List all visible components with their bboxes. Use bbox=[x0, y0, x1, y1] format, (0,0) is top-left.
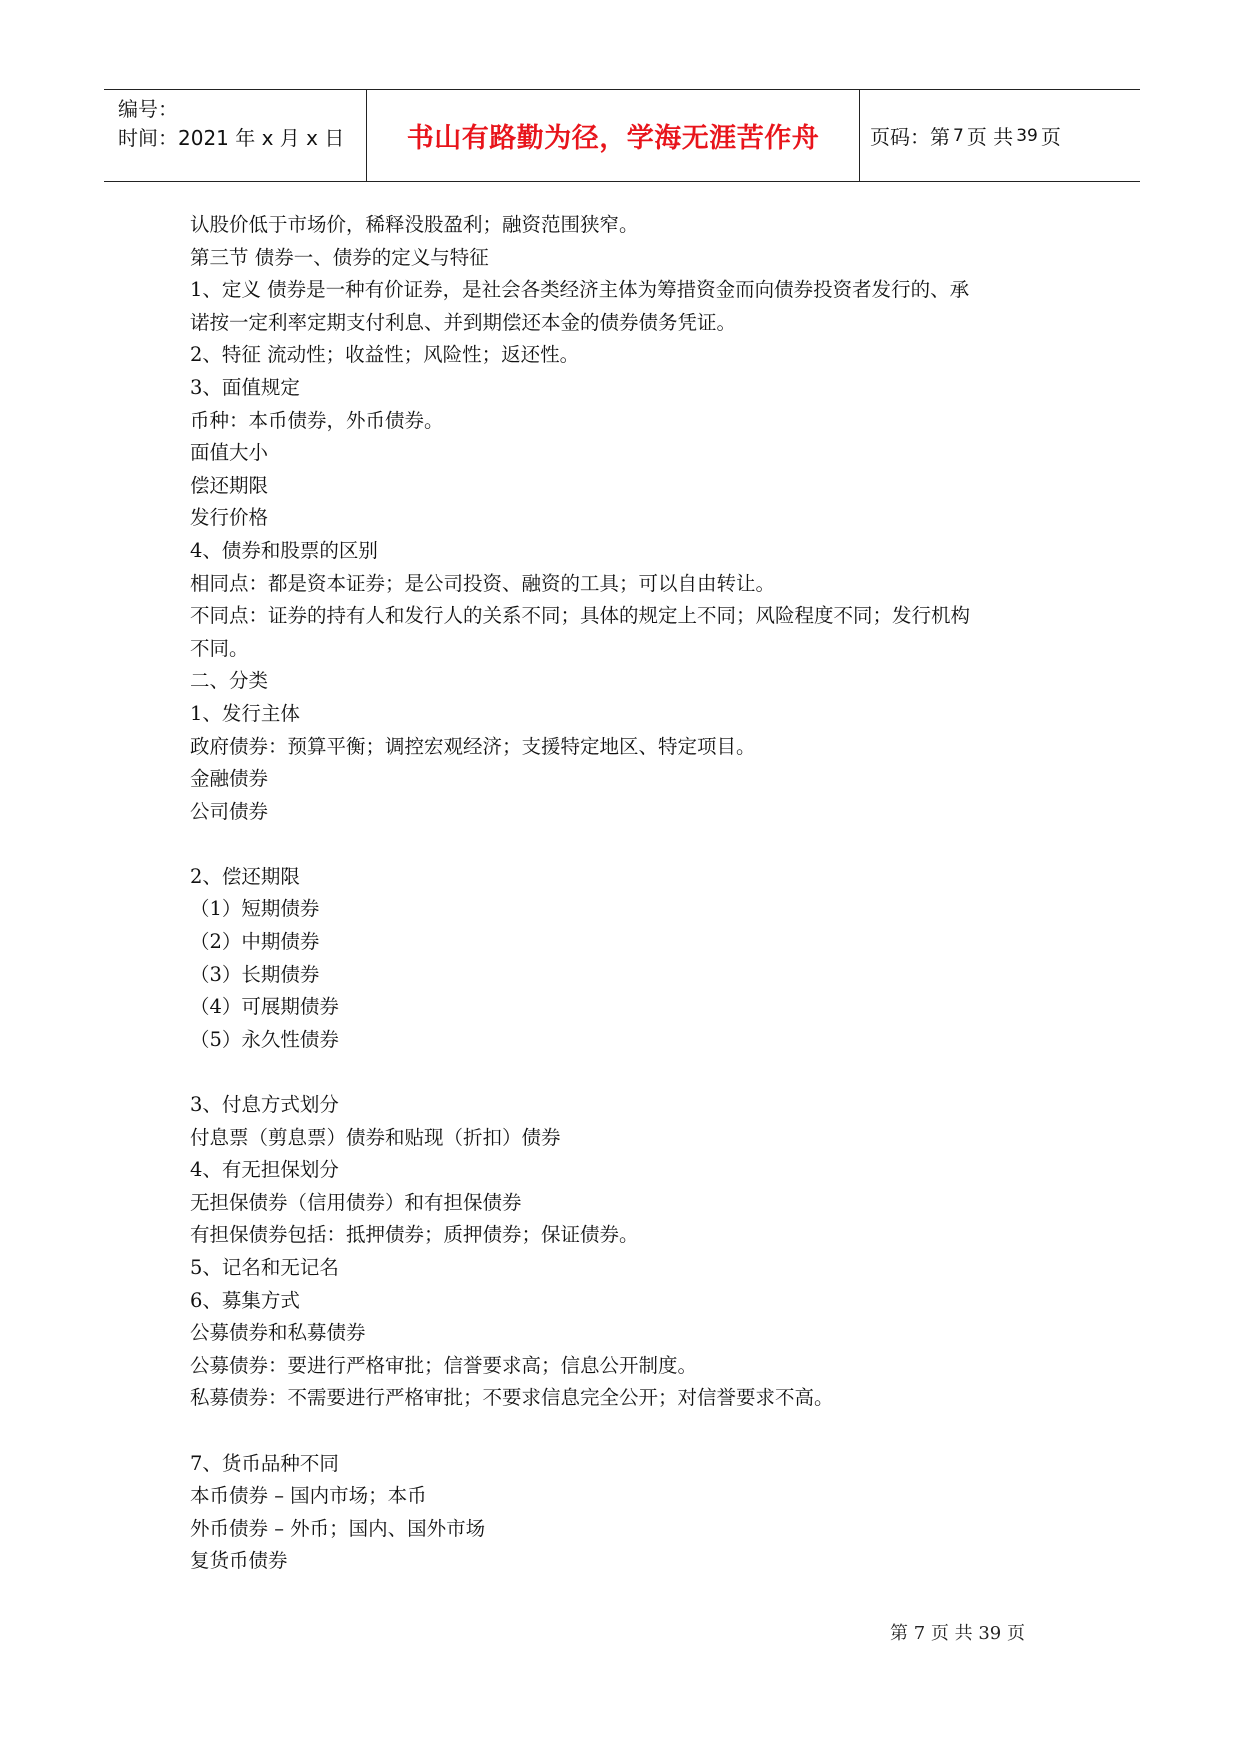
time-label: 时间：2021 年 x 月 x 日 bbox=[118, 126, 345, 150]
text-line: 复货币债券 bbox=[190, 1549, 288, 1573]
text-line: 面值大小 bbox=[190, 441, 269, 465]
text-line: 政府债券：预算平衡；调控宏观经济；支援特定地区、特定项目。 bbox=[190, 734, 756, 758]
text-line: 6、募集方式 bbox=[190, 1288, 300, 1312]
text-line: （4）可展期债券 bbox=[190, 995, 339, 1019]
text-line: 1、发行主体 bbox=[190, 701, 300, 725]
header-divider-left bbox=[366, 90, 367, 181]
page-mid: 页 共 bbox=[966, 125, 1014, 149]
text-line: 本币债券 – 国内市场；本币 bbox=[190, 1484, 427, 1508]
page-current: 7 bbox=[953, 125, 964, 146]
text-line: （2）中期债券 bbox=[190, 930, 320, 954]
text-line: （5）永久性债券 bbox=[190, 1027, 339, 1051]
text-line: 7、货币品种不同 bbox=[190, 1451, 339, 1475]
blank-line bbox=[190, 1415, 1070, 1448]
page-suffix: 页 bbox=[1040, 125, 1061, 149]
text-line: 公募债券：要进行严格审批；信誉要求高；信息公开制度。 bbox=[190, 1353, 698, 1377]
document-body bbox=[190, 209, 1070, 1578]
serial-number-label: 编号： bbox=[118, 97, 178, 121]
text-line: 2、特征 流动性；收益性；风险性；返还性。 bbox=[190, 343, 580, 367]
text-line: 发行价格 bbox=[190, 506, 269, 530]
text-line: 不同。 bbox=[190, 636, 249, 660]
text-line: 3、面值规定 bbox=[190, 375, 300, 399]
text-line: 诺按一定利率定期支付利息、并到期偿还本金的债券债务凭证。 bbox=[190, 310, 737, 334]
blank-line bbox=[190, 828, 1070, 861]
text-line: 有担保债券包括：抵押债券；质押债券；保证债券。 bbox=[190, 1223, 639, 1247]
text-line: 3、付息方式划分 bbox=[190, 1093, 339, 1117]
text-line: 相同点：都是资本证券；是公司投资、融资的工具；可以自由转让。 bbox=[190, 571, 776, 595]
blank-line bbox=[190, 1056, 1070, 1089]
text-line: 金融债券 bbox=[190, 767, 269, 791]
text-line: 外币债券 – 外币；国内、国外市场 bbox=[190, 1516, 486, 1540]
header-meta bbox=[118, 95, 344, 153]
text-line: 公募债券和私募债券 bbox=[190, 1321, 366, 1345]
text-line: 私募债券：不需要进行严格审批；不要求信息完全公开；对信誉要求不高。 bbox=[190, 1386, 834, 1410]
text-line: 不同点：证券的持有人和发行人的关系不同；具体的规定上不同；风险程度不同；发行机构 bbox=[190, 604, 971, 628]
text-line: （1）短期债券 bbox=[190, 897, 320, 921]
page-prefix: 页码：第 bbox=[870, 125, 950, 149]
text-line: 认股价低于市场价，稀释没股盈利；融资范围狭窄。 bbox=[190, 213, 639, 236]
text-line: 5、记名和无记名 bbox=[190, 1256, 339, 1279]
text-line: 4、债券和股票的区别 bbox=[190, 538, 378, 562]
text-line: 公司债券 bbox=[190, 799, 269, 823]
text-line: 1、定义 债券是一种有价证券，是社会各类经济主体为筹措资金而向债券投资者发行的、承 bbox=[190, 278, 970, 302]
text-line: 二、分类 bbox=[190, 669, 269, 693]
text-line: 付息票（剪息票）债券和贴现（折扣）债券 bbox=[190, 1125, 561, 1149]
header-table bbox=[104, 89, 1140, 182]
text-line: 4、有无担保划分 bbox=[190, 1158, 339, 1182]
header-divider-right bbox=[859, 90, 860, 181]
page-total: 39 bbox=[1016, 125, 1038, 146]
text-line: 偿还期限 bbox=[190, 473, 269, 497]
text-line: 2、偿还期限 bbox=[190, 864, 300, 888]
text-line: （3）长期债券 bbox=[190, 962, 320, 986]
text-line: 币种：本币债券，外币债券。 bbox=[190, 408, 444, 432]
page-info bbox=[870, 90, 1061, 181]
text-line: 无担保债券（信用债券）和有担保债券 bbox=[190, 1190, 522, 1214]
page-footer: 第 7 页 共 39 页 bbox=[890, 1623, 1025, 1644]
text-line: 第三节 债券一、债券的定义与特征 bbox=[190, 245, 489, 269]
motto: 书山有路勤为径，学海无涯苦作舟 bbox=[406, 123, 820, 154]
